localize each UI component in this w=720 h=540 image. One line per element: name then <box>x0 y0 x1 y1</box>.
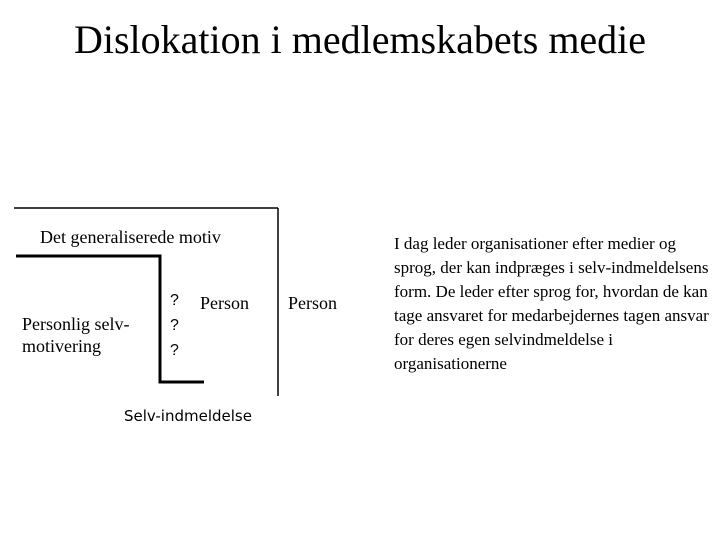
personal-self-motivation-label <box>22 313 130 357</box>
description-text: I dag leder organisationer efter medier og sprog, der kan indpræges i selv-indmeldelsens form. De leder efter sprog for, hvordan de kan tage ansvaret for medarbejdernes tagen ansvar for deres egen selvindmeldelse i organisationerne <box>394 234 709 373</box>
personal-self-motivation-line2: motivering <box>22 336 101 356</box>
person-outer-label: Person <box>288 293 337 313</box>
generalized-motive-label: Det generaliserede motiv <box>40 227 221 247</box>
question-mark: ? <box>170 317 179 334</box>
slide-title: Dislokation i medlemskabets medie <box>73 17 647 62</box>
question-mark: ? <box>170 342 179 359</box>
personal-self-motivation-line1: Personlig selv- <box>22 314 130 334</box>
self-enrollment-label: Selv-indmeldelse <box>124 407 252 425</box>
person-inner-label: Person <box>200 293 249 313</box>
question-mark: ? <box>170 292 179 309</box>
